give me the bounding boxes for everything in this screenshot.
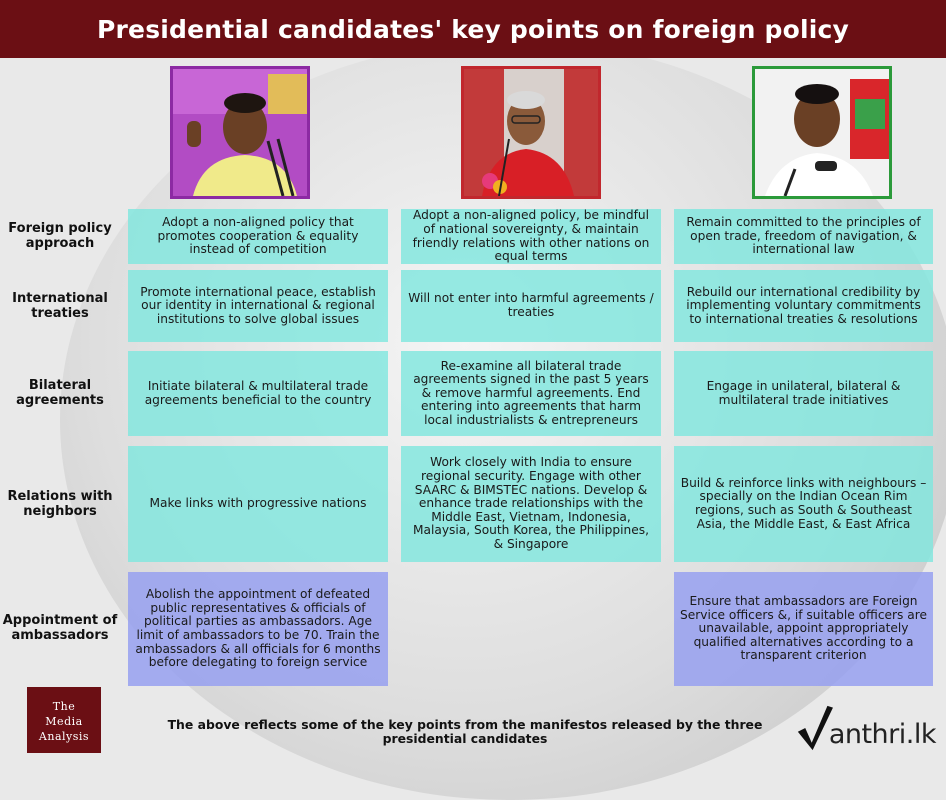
row-label-relations-with-neighbors: Relations with neighbors (7, 489, 113, 519)
cell-candidate-1-foreign-policy-approach: Adopt a non-aligned policy that promotes cooperation & equality instead of competition (128, 209, 388, 264)
cell-candidate-1-international-treaties: Promote international peace, establish our identity in international & regional institutions to solve global issues (128, 270, 388, 342)
cell-candidate-3-bilateral-agreements: Engage in unilateral, bilateral & multilateral trade initiatives (674, 351, 933, 436)
cell-candidate-3-relations-with-neighbors: Build & reinforce links with neighbours – specially on the Indian Ocean Rim regions, such as South & Southeast Asia, the Middle East, & East Africa (674, 446, 933, 562)
cell-candidate-2-foreign-policy-approach: Adopt a non-aligned policy, be mindful of national sovereignty, & maintain friendly relations with other nations on equal terms (401, 209, 661, 264)
cell-candidate-2-bilateral-agreements: Re-examine all bilateral trade agreements signed in the past 5 years & remove harmful agreements. End entering into agreements that harm local industrialists & entrepreneurs (401, 351, 661, 436)
the-media-analysis-logo (27, 687, 101, 753)
cell-candidate-2-international-treaties: Will not enter into harmful agreements / treaties (401, 270, 661, 342)
candidate-3-photo (752, 66, 892, 199)
row-label-appointment-of-ambassadors: Appointment of ambassadors (2, 613, 118, 643)
cell-candidate-1-appointment-of-ambassadors: Abolish the appointment of defeated public representatives & officials of political parties as ambassadors. Age limit of ambassadors to be 70. Train the ambassadors & all officials for 6 months before delegating to foreign service (128, 572, 388, 686)
cell-candidate-3-foreign-policy-approach: Remain committed to the principles of open trade, freedom of navigation, & international law (674, 209, 933, 264)
cell-candidate-1-bilateral-agreements: Initiate bilateral & multilateral trade agreements beneficial to the country (128, 351, 388, 436)
row-label-bilateral-agreements: Bilateral agreements (16, 378, 104, 408)
footer-note: The above reflects some of the key points from the manifestos released by the three presidential candidates (167, 717, 763, 746)
manthri-wordmark: anthri.lk (828, 719, 936, 750)
candidate-2-photo (461, 66, 601, 199)
page-title: Presidential candidates' key points on foreign policy (0, 0, 946, 58)
logo-line-1: The (52, 699, 76, 713)
logo-line-3: Analysis (38, 729, 90, 743)
candidate-1-photo (170, 66, 310, 199)
cell-candidate-3-appointment-of-ambassadors: Ensure that ambassadors are Foreign Service officers &, if suitable officers are unavailable, appoint appropriately qualified alternatives according to a transparent criterion (674, 572, 933, 686)
logo-line-2: Media (45, 714, 83, 728)
row-label-foreign-policy-approach: Foreign policy approach (8, 221, 112, 251)
cell-candidate-2-relations-with-neighbors: Work closely with India to ensure regional security. Engage with other SAARC & BIMSTEC nations. Develop & enhance trade relationships with the Middle East, Vietnam, Indonesia, Malaysia, South Korea, the Philippines, & Singapore (401, 446, 661, 562)
cell-candidate-1-relations-with-neighbors: Make links with progressive nations (128, 446, 388, 562)
manthri-logo (796, 700, 936, 754)
cell-candidate-3-international-treaties: Rebuild our international credibility by implementing voluntary commitments to international treaties & resolutions (674, 270, 933, 342)
row-label-international-treaties: International treaties (12, 291, 108, 321)
